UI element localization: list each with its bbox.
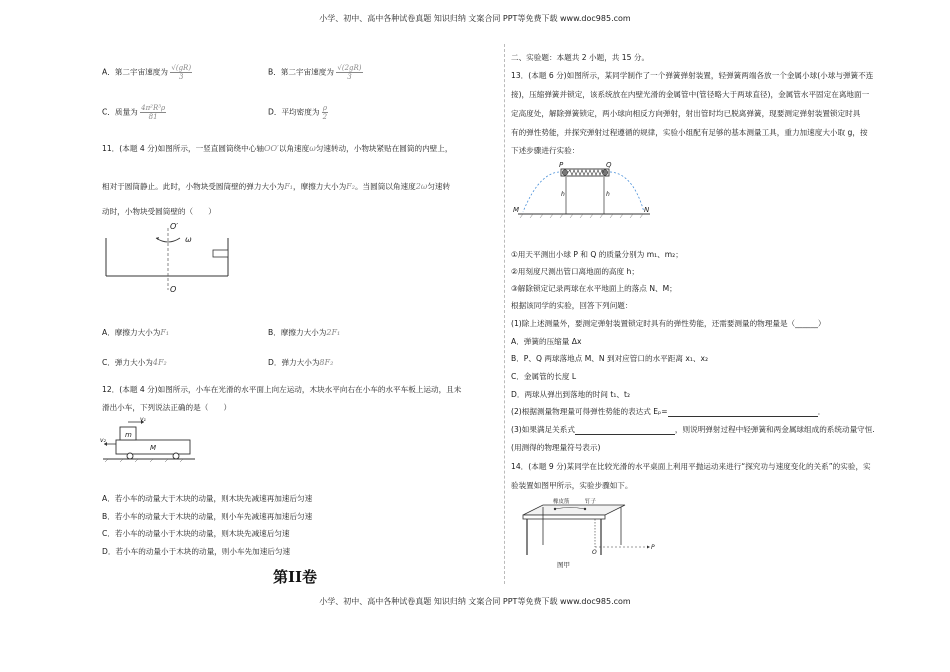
q11-cylinder-figure <box>100 220 240 295</box>
q10-option-b: B．第二宇宙速度为 $\frac{√(2gR)}{3}$ <box>268 64 362 81</box>
q12-cart-figure <box>100 414 200 464</box>
table-edge <box>523 515 605 519</box>
label-m: M <box>513 206 520 214</box>
label-o: O <box>170 285 177 294</box>
label-h-right: h <box>606 191 610 198</box>
trajectory-left <box>523 172 563 212</box>
q10-option-c: C．质量为 $\frac{\text{4π²R³ρ}}{81}$ <box>102 104 166 121</box>
q13-option-a: A．弹簧的压缩量 Δx <box>511 337 582 346</box>
q13-option-d: D．两球从弹出到落地的时间 t₁、t₂ <box>511 390 631 399</box>
nail-right <box>584 508 586 510</box>
figure-caption: 图甲 <box>557 561 570 569</box>
cart-wheel-left <box>127 453 133 459</box>
label-q: Q <box>606 161 612 169</box>
nail-left <box>554 508 556 510</box>
q11-option-a: A．摩擦力大小为F₁ <box>102 328 170 337</box>
q13-note: (用测得的物理量符号表示) <box>511 443 601 452</box>
q11-option-b: B．摩擦力大小为2F₁ <box>268 328 341 337</box>
experiment-section-heading: 二、实验题：本题共 2 小题，共 15 分。 <box>511 53 650 62</box>
ball-p <box>562 170 568 176</box>
q10-option-c-fraction: $\frac{\text{4π²R³ρ}}{81}$ <box>141 104 166 121</box>
q13-line-2: 接)，压缩弹簧并锁定，该系统放在内壁光滑的金属管中(管径略大于两球直径)，金属管水平固定在离地面一 <box>511 90 870 99</box>
answer-blank-momentum[interactable] <box>575 426 675 435</box>
q13-option-b: B．P、Q 两球落地点 M、N 到对应管口的水平距离 x₁、x₂ <box>511 354 709 363</box>
q11-line-2: 相对于圆筒静止。此时，小物块受圆筒壁的弹力大小为F₁，摩擦力大小为F₂。当圆筒以角速度2ω匀速转 <box>102 182 451 191</box>
q13-sub-question-3: (3)如果满足关系式 ，则说明弹射过程中轻弹簧和两金属球组成的系统动量守恒. <box>511 425 875 434</box>
label-p: P <box>559 161 564 169</box>
cart-wheel-right <box>173 453 179 459</box>
q12-line-2: 滑出小车，下列说法正确的是（ ） <box>102 403 232 412</box>
label-h-left: h <box>561 191 565 198</box>
label-m: m <box>125 431 132 439</box>
q10-option-d: D．平均密度为 $\frac{\rho}{2}$ <box>268 104 328 121</box>
q13-line-5: 下述步骤进行实验： <box>511 146 580 155</box>
q14-table-figure <box>515 497 660 572</box>
label-M: M <box>150 444 157 452</box>
answer-blank-ep[interactable] <box>668 408 818 417</box>
page-header: 小学、初中、高中各种试卷真题 知识归纳 文案合同 PPT等免费下载 www.doc985.com <box>319 14 631 23</box>
label-rubber-band: 橡皮筋 <box>553 499 570 505</box>
label-nail: 钉子 <box>585 499 597 505</box>
q11-line-1: 11．(本题 4 分)如图所示，一竖直圆筒绕中心轴OO′以角速度ω匀速转动，小物块紧贴在圆筒的内壁上， <box>102 144 453 153</box>
q13-step-1: ①用天平测出小球 P 和 Q 的质量分别为 m₁、m₂； <box>511 250 683 259</box>
q10-option-a: A．第二宇宙速度为 $\frac{√(gR)}{3}$ <box>102 64 192 81</box>
q13-line-1: 13．(本题 6 分)如图所示，某同学制作了一个弹簧弹射装置，轻弹簧两端各放一个金属小球(小球与弹簧不连 <box>511 71 874 80</box>
q13-step-2: ②用刻度尺测出管口离地面的高度 h； <box>511 267 639 276</box>
table-top <box>523 505 625 515</box>
label-p: P <box>651 544 655 551</box>
q12-option-c: C．若小车的动量小于木块的动量，则木块先减速后匀速 <box>102 529 290 538</box>
ball-q <box>602 170 608 176</box>
q12-line-1: 12．(本题 4 分)如图所示，小车在光滑的水平面上向左运动，木块水平向右在小车的水平车板上运动，且未 <box>102 385 462 394</box>
q10-option-b-fraction: $\frac{√(2gR)}{3}$ <box>337 64 362 81</box>
column-divider <box>504 44 505 584</box>
trajectory-right <box>606 172 644 212</box>
q11-option-d: D．弹力大小为8F₂ <box>268 358 334 367</box>
q13-step-3: ③解除锁定记录两球在水平地面上的落点 N、M； <box>511 284 677 293</box>
q11-line-3: 动时，小物块受圆筒壁的（ ） <box>102 207 216 216</box>
q13-option-c: C．金属管的长度 L <box>511 372 577 381</box>
q14-line-1: 14．(本题 9 分)某同学在比较光滑的水平桌面上利用平抛运动来进行“探究功与速度变化的关系”的实验，实 <box>511 462 871 471</box>
label-n: N <box>644 206 650 214</box>
label-v1: v₁ <box>140 416 146 423</box>
label-omega: ω <box>185 235 192 244</box>
q10-option-d-fraction: $\frac{\rho}{2}$ <box>322 104 328 121</box>
q13-question-intro: 根据该同学的实验，回答下列问题： <box>511 301 633 310</box>
q12-option-d: D．若小车的动量小于木块的动量，则小车先加速后匀速 <box>102 547 291 556</box>
label-o-prime: O′ <box>170 222 179 231</box>
q12-option-a: A．若小车的动量大于木块的动量，则木块先减速再加速后匀速 <box>102 494 313 503</box>
q13-line-4: 有的弹性势能，并探究弹射过程遵循的规律，实验小组配有足够的基本测量工具，重力加速度大小取 g，按 <box>511 128 868 137</box>
page-footer: 小学、初中、高中各种试卷真题 知识归纳 文案合同 PPT等免费下载 www.doc985.com <box>319 597 631 606</box>
q12-option-b: B．若小车的动量大于木块的动量，则小车先减速再加速后匀速 <box>102 512 313 521</box>
q13-sub-question-1: (1)除上述测量外，要测定弹射装置锁定时具有的弹性势能，还需要测量的物理量是（______） <box>511 319 826 328</box>
q13-sub-question-2: (2)根据测量物理量可得弹性势能的表达式 Eₚ= ． <box>511 407 826 416</box>
section-title-part-2: 第II卷 <box>273 568 318 586</box>
q11-option-c: C．弹力大小为4F₂ <box>102 358 167 367</box>
small-block <box>213 250 228 257</box>
q13-spring-launcher-figure <box>510 156 660 221</box>
label-o: O <box>592 549 597 556</box>
q14-line-2: 验装置如图甲所示，实验步骤如下。 <box>511 481 633 490</box>
q13-line-3: 定高度处，解除弹簧锁定，两小球向相反方向弹射，射出管时均已脱离弹簧，现要测定弹射装置锁定时具 <box>511 109 861 118</box>
label-v2: v₂ <box>100 437 106 444</box>
q10-option-a-fraction: $\frac{√(gR)}{3}$ <box>171 64 192 81</box>
